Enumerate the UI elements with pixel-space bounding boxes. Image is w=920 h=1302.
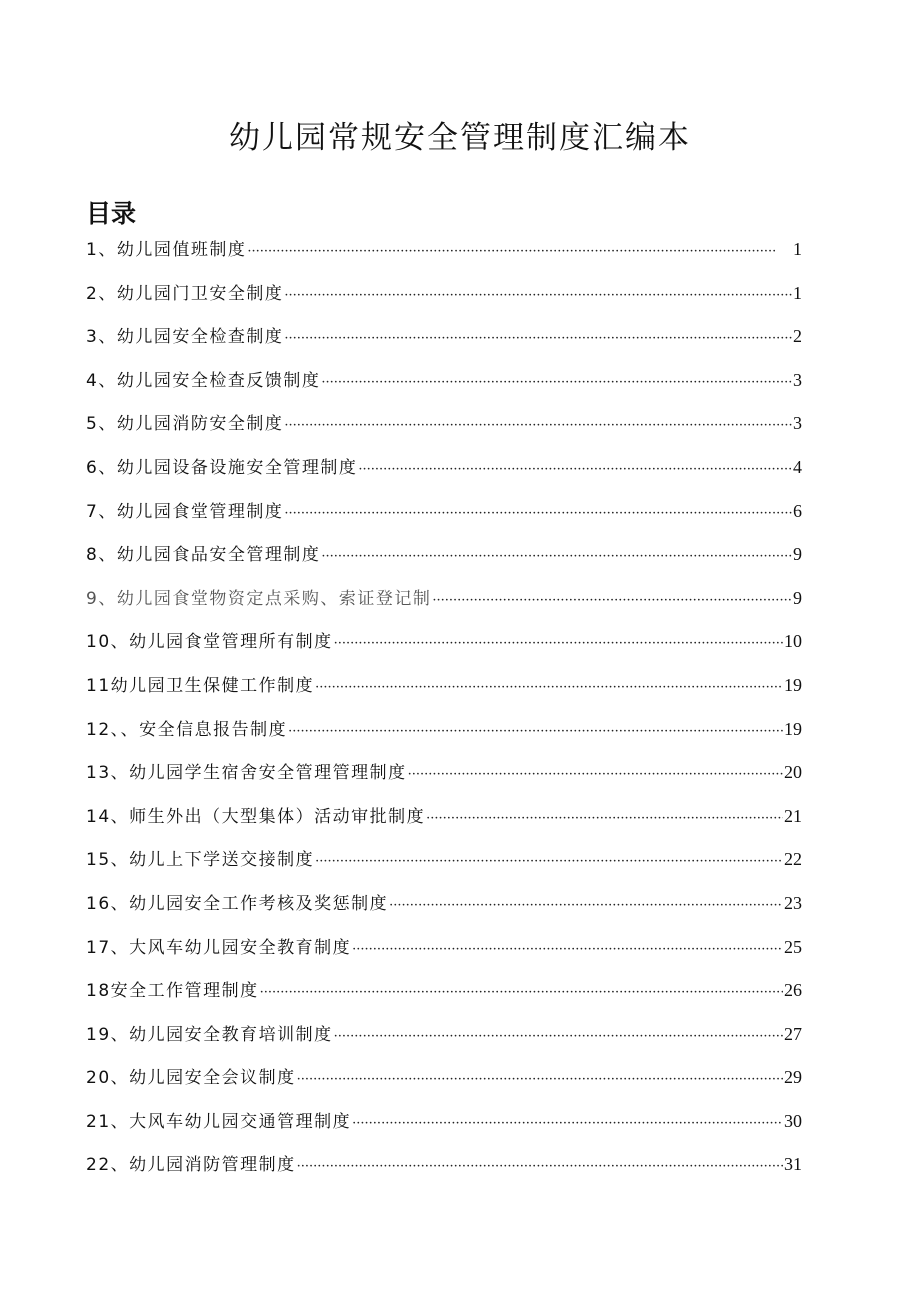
- toc-entry-label: 15、幼儿上下学送交接制度: [86, 850, 315, 871]
- toc-entry-label: 10、幼儿园食堂管理所有制度: [86, 632, 333, 653]
- toc-entry-page-number: 23: [784, 892, 802, 913]
- toc-dot-leader: [284, 499, 792, 529]
- toc-dot-leader: [284, 324, 792, 354]
- toc-entry-page-number: 1: [793, 239, 802, 259]
- toc-entry-page-number: 29: [784, 1067, 802, 1088]
- toc-entry[interactable]: [86, 278, 802, 322]
- toc-entry-page-number: 3: [793, 413, 802, 434]
- toc-entry[interactable]: [86, 932, 802, 976]
- toc-heading: 目录: [86, 199, 137, 228]
- toc-entry-label: 11幼儿园卫生保健工作制度: [86, 675, 315, 696]
- toc-entry-label: 19、幼儿园安全教育培训制度: [86, 1024, 333, 1045]
- toc-entry-page-number: 31: [784, 1154, 802, 1175]
- toc-entry[interactable]: [86, 1062, 802, 1106]
- toc-entry[interactable]: [86, 757, 802, 801]
- toc-entry[interactable]: [86, 365, 802, 409]
- toc-entry[interactable]: [86, 539, 802, 583]
- toc-dot-leader: [315, 673, 783, 703]
- toc-entry[interactable]: [86, 626, 802, 670]
- toc-dot-leader: [315, 847, 783, 877]
- toc-entry-page-number: 26: [784, 980, 802, 1001]
- toc-entry-page-number: 19: [784, 674, 802, 695]
- toc-entry-label: 1、幼儿园值班制度: [86, 240, 247, 260]
- toc-entry-page-number: 6: [793, 500, 802, 521]
- toc-entry-page-number: 9: [793, 587, 802, 608]
- toc-entry-label: 3、幼儿园安全检查制度: [86, 327, 284, 348]
- toc-entry[interactable]: [86, 583, 802, 627]
- toc-entry[interactable]: [86, 1149, 802, 1193]
- toc-entry-page-number: 25: [784, 936, 802, 957]
- table-of-contents: [86, 234, 802, 1193]
- toc-entry[interactable]: [86, 1106, 802, 1150]
- toc-dot-leader: [284, 411, 792, 441]
- toc-entry-page-number: 19: [784, 718, 802, 739]
- toc-entry[interactable]: [86, 975, 802, 1019]
- toc-dot-leader: [352, 935, 783, 965]
- toc-entry-page-number: 20: [784, 762, 802, 783]
- toc-entry-label: 14、师生外出（大型集体）活动审批制度: [86, 806, 426, 827]
- toc-dot-leader: [288, 717, 783, 747]
- toc-dot-leader: [321, 542, 792, 572]
- toc-dot-leader: [284, 281, 792, 311]
- toc-entry-label: 13、幼儿园学生宿舍安全管理管理制度: [86, 763, 407, 784]
- toc-entry[interactable]: [86, 496, 802, 540]
- toc-entry-label: 22、幼儿园消防管理制度: [86, 1155, 296, 1176]
- toc-entry-label: 4、幼儿园安全检查反馈制度: [86, 370, 321, 391]
- toc-entry-label: 17、大风车幼儿园安全教育制度: [86, 937, 352, 958]
- document-title: 幼儿园常规安全管理制度汇编本: [229, 120, 691, 156]
- toc-entry[interactable]: [86, 452, 802, 496]
- toc-entry-page-number: 9: [793, 544, 802, 565]
- toc-dot-leader: [408, 760, 783, 790]
- toc-dot-leader: [389, 891, 783, 921]
- toc-entry-label: 20、幼儿园安全会议制度: [86, 1068, 296, 1089]
- toc-entry-page-number: 4: [793, 456, 802, 477]
- toc-entry[interactable]: [86, 1019, 802, 1063]
- toc-dot-leader: [297, 1065, 783, 1095]
- toc-entry[interactable]: [86, 670, 802, 714]
- toc-dot-leader: [334, 629, 783, 659]
- toc-entry[interactable]: [86, 801, 802, 845]
- toc-entry-label: 16、幼儿园安全工作考核及奖惩制度: [86, 893, 389, 914]
- toc-dot-leader: [247, 237, 792, 267]
- toc-entry[interactable]: [86, 408, 802, 452]
- toc-entry[interactable]: [86, 234, 802, 278]
- toc-entry-page-number: 1: [793, 282, 802, 303]
- toc-entry-page-number: 22: [784, 849, 802, 870]
- toc-dot-leader: [426, 804, 783, 834]
- toc-entry-label: 12、、安全信息报告制度: [86, 719, 288, 740]
- toc-entry-label: 8、幼儿园食品安全管理制度: [86, 545, 321, 566]
- toc-dot-leader: [297, 1152, 783, 1182]
- toc-entry-label: 2、幼儿园门卫安全制度: [86, 283, 284, 304]
- toc-dot-leader: [321, 368, 792, 398]
- toc-dot-leader: [352, 1109, 783, 1139]
- toc-entry[interactable]: [86, 714, 802, 758]
- toc-entry-page-number: 30: [784, 1110, 802, 1131]
- toc-entry-label: 21、大风车幼儿园交通管理制度: [86, 1111, 352, 1132]
- toc-dot-leader: [334, 1022, 783, 1052]
- toc-dot-leader: [358, 455, 792, 485]
- toc-dot-leader: [260, 978, 783, 1008]
- toc-dot-leader: [432, 586, 792, 616]
- toc-entry-page-number: 21: [784, 805, 802, 826]
- toc-entry-page-number: 27: [784, 1023, 802, 1044]
- toc-entry-page-number: 3: [793, 369, 802, 390]
- toc-entry-label: 5、幼儿园消防安全制度: [86, 414, 284, 435]
- toc-entry[interactable]: [86, 844, 802, 888]
- toc-entry[interactable]: [86, 321, 802, 365]
- toc-entry-label: 7、幼儿园食堂管理制度: [86, 501, 284, 522]
- toc-entry[interactable]: [86, 888, 802, 932]
- toc-entry-label: 18安全工作管理制度: [86, 981, 259, 1002]
- toc-entry-page-number: 10: [784, 631, 802, 652]
- toc-entry-page-number: 2: [793, 326, 802, 347]
- toc-entry-label: 9、幼儿园食堂物资定点采购、索证登记制: [86, 588, 432, 609]
- toc-entry-label: 6、幼儿园设备设施安全管理制度: [86, 457, 358, 478]
